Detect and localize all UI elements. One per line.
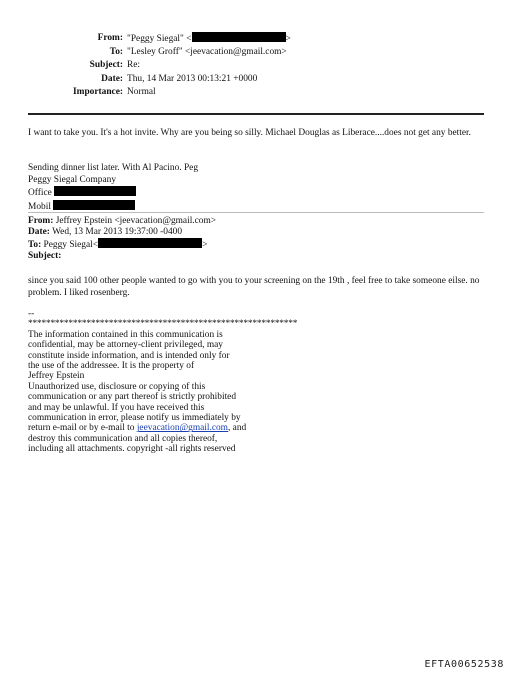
signature-block bbox=[28, 163, 486, 213]
quoted-subject-label: Subject: bbox=[28, 251, 62, 261]
quoted-to-label: To: bbox=[28, 240, 42, 250]
email-link[interactable]: jeevacation@gmail.com bbox=[136, 423, 228, 434]
header-divider bbox=[28, 113, 484, 115]
subject-value: Re: bbox=[127, 60, 141, 71]
date-value: Thu, 14 Mar 2013 00:13:21 +0000 bbox=[127, 73, 258, 84]
disclaimer-line: communication in error, please notify us immediately by bbox=[28, 413, 241, 424]
disclaimer-line: confidential, may be attorney-client privileged, may bbox=[28, 340, 223, 351]
quote-divider bbox=[28, 212, 484, 213]
disclaimer-return-suffix: , and bbox=[227, 423, 247, 434]
disclaimer-line: The information contained in this communication is bbox=[28, 329, 223, 340]
to-value: "Lesley Groff" <jeevacation@gmail.com> bbox=[127, 46, 287, 57]
date-label: Date: bbox=[101, 73, 123, 84]
from-tail: > bbox=[285, 34, 291, 44]
quoted-to-tail: > bbox=[202, 240, 208, 250]
disclaimer-line: including all attachments. copyright -all rights reserved bbox=[28, 444, 236, 455]
redaction-box bbox=[54, 186, 136, 196]
signature-office-label: Office bbox=[28, 188, 52, 199]
signature-line: Sending dinner list later. With Al Pacino. Peg bbox=[28, 163, 199, 173]
quoted-from-value: Jeffrey Epstein <jeevacation@gmail.com> bbox=[55, 216, 217, 226]
disclaimer-line: destroy this communication and all copies thereof, bbox=[28, 433, 218, 444]
redaction-box bbox=[192, 32, 286, 42]
quoted-header bbox=[28, 216, 486, 262]
quoted-to-value: Peggy Siegal< bbox=[43, 240, 99, 250]
from-value: "Peggy Siegal" < bbox=[127, 34, 192, 44]
quoted-message-text: since you said 100 other people wanted to go with you to your screening on the 19th , feel free to take someone eilse. no problem. I liked rosenberg. bbox=[28, 276, 480, 298]
signature-dash: -- bbox=[28, 309, 35, 319]
redaction-box bbox=[53, 200, 135, 210]
from-label: From: bbox=[97, 33, 123, 43]
disclaimer-line: Jeffrey Epstein bbox=[28, 371, 85, 382]
redaction-box bbox=[98, 238, 202, 248]
message-body bbox=[28, 128, 486, 140]
to-label: To: bbox=[109, 46, 123, 57]
disclaimer-line: Unauthorized use, disclosure or copying of this bbox=[28, 381, 206, 392]
signature-mobil-label: Mobil bbox=[28, 201, 51, 212]
disclaimer-return-text: return e-mail or by e-mail to bbox=[28, 423, 137, 434]
subject-label: Subject: bbox=[89, 60, 123, 71]
quoted-date-value: Wed, 13 Mar 2013 19:37:00 -0400 bbox=[52, 227, 183, 237]
disclaimer-line: the use of the addressee. It is the property of bbox=[28, 361, 195, 372]
disclaimer-block bbox=[28, 309, 486, 455]
disclaimer-line: constitute inside information, and is intended only for bbox=[28, 350, 230, 361]
quoted-date-label: Date: bbox=[28, 227, 50, 237]
message-text: I want to take you. It's a hot invite. Why are you being so silly. Michael Douglas as Liberace....does not get any better. bbox=[28, 128, 471, 138]
quoted-body bbox=[28, 276, 486, 299]
disclaimer-stars: ************************************************************ bbox=[28, 319, 298, 330]
importance-label: Importance: bbox=[73, 87, 123, 98]
disclaimer-line: communication or any part thereof is strictly prohibited bbox=[28, 392, 237, 403]
signature-company: Peggy Siegal Company bbox=[28, 174, 117, 185]
importance-value: Normal bbox=[127, 87, 156, 98]
document-stamp: EFTA00652538 bbox=[424, 659, 504, 670]
quoted-from-label: From: bbox=[28, 216, 54, 226]
disclaimer-line: and may be unlawful. If you have received this bbox=[28, 402, 205, 413]
